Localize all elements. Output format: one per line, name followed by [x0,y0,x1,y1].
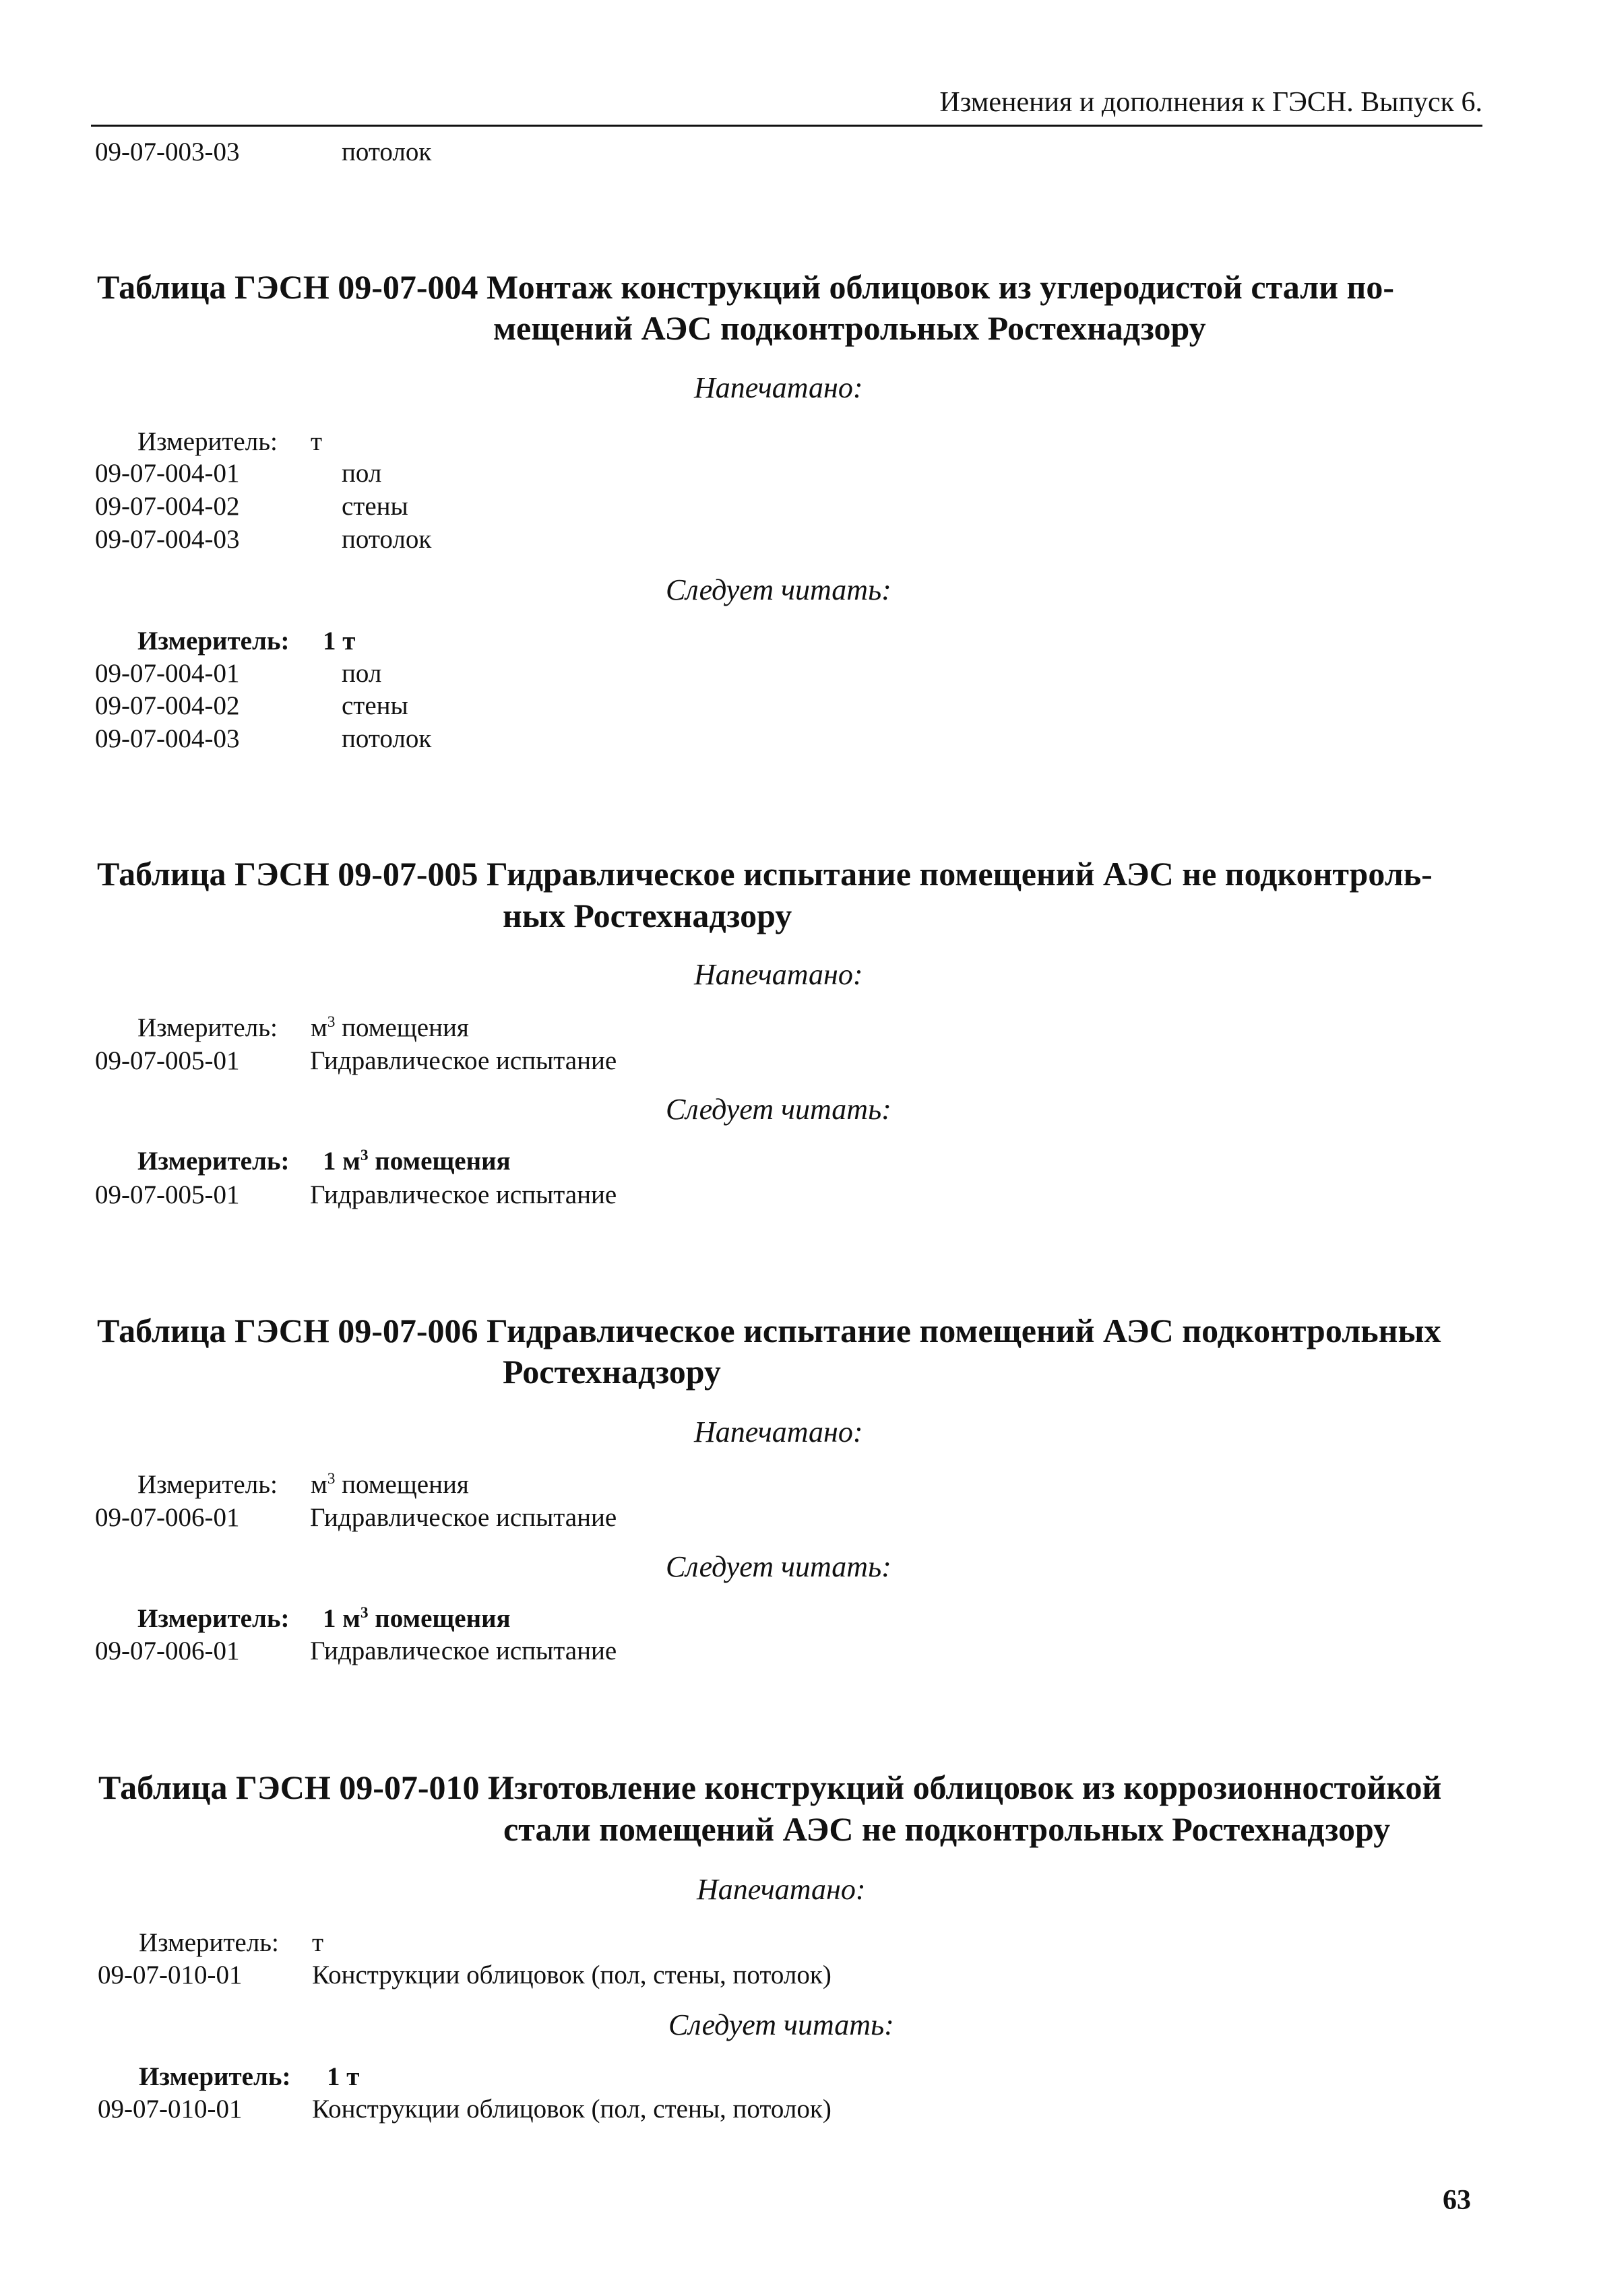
entry-name: Конструкции облицовок (пол, стены, потолок) [312,2095,832,2124]
entry-code: 09-07-004-03 [95,525,240,554]
unit-text: помещения [368,1147,511,1176]
meter-unit [323,1605,511,1632]
meter-unit [311,1471,469,1498]
header-rule [91,125,1482,127]
unit-exponent: 3 [327,1013,336,1031]
entry-name: Гидравлическое испытание [310,1180,617,1209]
section-title-continued: мещений АЭС подконтрольных Ростехнадзору [493,309,1206,347]
section-title: Таблица ГЭСН 09-07-006 Гидравлическое испытание помещений АЭС подконтрольных [97,1312,1441,1349]
printed-label: Напечатано: [697,1873,866,1906]
section-title-continued: стали помещений АЭС не подконтрольных Ростехнадзору [503,1810,1391,1848]
meter-unit [323,1148,511,1174]
entry-name: Гидравлическое испытание [310,1503,617,1532]
entry-name: пол [342,659,382,688]
entry-code: 09-07-006-01 [95,1636,240,1665]
entry-code: 09-07-004-01 [95,459,240,488]
meter-unit: т [312,1928,324,1957]
entry-name: пол [342,459,382,488]
entry-name: Конструкции облицовок (пол, стены, потолок) [312,1960,832,1989]
entry-name: потолок [342,137,432,166]
entry-code: 09-07-010-01 [98,1960,243,1989]
unit-exponent: 3 [360,1604,369,1622]
unit-text: 1 м [323,1147,360,1176]
should-read-label: Следует читать: [666,1550,891,1583]
entry-code: 09-07-005-01 [95,1046,240,1075]
unit-text: м [311,1013,327,1042]
unit-text: помещения [335,1470,469,1499]
section-title-continued: ных Ростехнадзору [503,897,792,934]
entry-code: 09-07-004-03 [95,724,240,753]
section-title: Таблица ГЭСН 09-07-010 Изготовление конструкций облицовок из коррозионностойкой [98,1768,1442,1806]
section-title-continued: Ростехнадзору [503,1353,721,1391]
unit-exponent: 3 [327,1470,336,1488]
unit-text: 1 м [323,1604,360,1633]
printed-label: Напечатано: [694,958,863,991]
section-title: Таблица ГЭСН 09-07-005 Гидравлическое испытание помещений АЭС не подконтроль- [97,855,1433,893]
meter-label: Измеритель: [139,1928,279,1957]
entry-code: 09-07-006-01 [95,1503,240,1532]
printed-label: Напечатано: [694,1415,863,1448]
meter-label: Измеритель: [139,2062,291,2091]
meter-label: Измеритель: [137,1470,278,1499]
meter-label: Измеритель: [137,427,278,456]
unit-text: помещения [368,1604,511,1633]
entry-name: стены [342,492,408,521]
should-read-label: Следует читать: [666,1093,891,1126]
unit-exponent: 3 [360,1147,369,1164]
entry-code: 09-07-005-01 [95,1180,240,1209]
entry-name: стены [342,691,408,720]
entry-name: Гидравлическое испытание [310,1636,617,1665]
should-read-label: Следует читать: [668,2008,894,2041]
unit-text: помещения [335,1013,469,1042]
running-header: Изменения и дополнения к ГЭСН. Выпуск 6. [939,87,1482,118]
meter-label: Измеритель: [137,627,290,656]
meter-label: Измеритель: [137,1147,290,1176]
entry-name: потолок [342,724,432,753]
should-read-label: Следует читать: [666,573,891,606]
meter-label: Измеритель: [137,1013,278,1042]
entry-name: Гидравлическое испытание [310,1046,617,1075]
entry-name: потолок [342,525,432,554]
entry-code: 09-07-003-03 [95,137,240,166]
meter-unit: т [311,427,323,456]
meter-unit: 1 т [327,2062,360,2091]
section-title: Таблица ГЭСН 09-07-004 Монтаж конструкций облицовок из углеродистой стали по- [97,268,1394,306]
entry-code: 09-07-004-01 [95,659,240,688]
entry-code: 09-07-004-02 [95,492,240,521]
page-number: 63 [1443,2185,1471,2216]
entry-code: 09-07-004-02 [95,691,240,720]
printed-label: Напечатано: [694,371,863,404]
meter-label: Измеритель: [137,1604,290,1633]
meter-unit [311,1015,469,1041]
meter-unit: 1 т [323,627,356,656]
entry-code: 09-07-010-01 [98,2095,243,2124]
unit-text: м [311,1470,327,1499]
